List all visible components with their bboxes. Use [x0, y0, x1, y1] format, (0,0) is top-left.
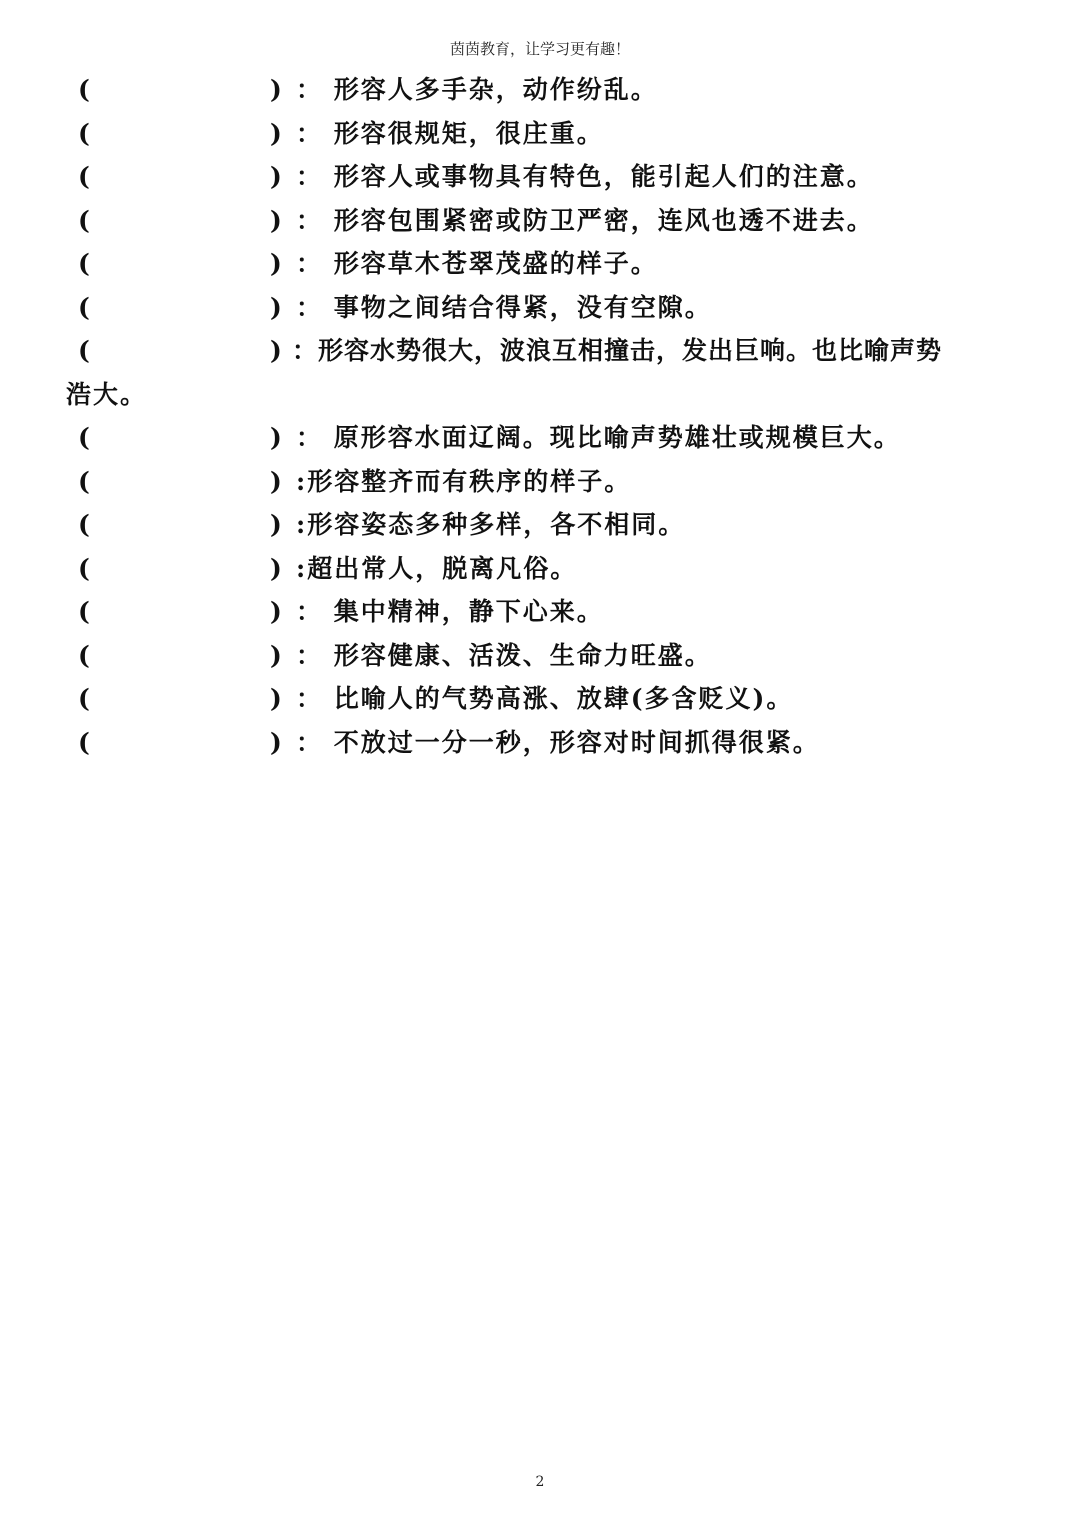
definition-text: ：形容水势很大，波浪互相撞击，发出巨响。也比喻声势: [292, 336, 943, 365]
list-item: [0, 547, 1080, 591]
list-item: [0, 112, 1080, 156]
open-paren: (: [78, 162, 90, 191]
open-paren: (: [78, 423, 90, 452]
idiom-definition-list: [0, 68, 1080, 764]
definition-text: ： 不放过一分一秒，形容对时间抓得很紧。: [296, 727, 820, 757]
definition-text: ： 事物之间结合得紧，没有空隙。: [296, 292, 712, 322]
list-item: [0, 155, 1080, 199]
list-item: [0, 634, 1080, 678]
open-paren: (: [78, 510, 90, 539]
close-paren: ): [270, 640, 282, 670]
open-paren: (: [78, 205, 90, 235]
definition-text: ： 集中精神，静下心来。: [296, 597, 604, 626]
open-paren: (: [78, 75, 90, 104]
close-paren: ): [270, 118, 282, 148]
definition-text: :形容整齐而有秩序的样子。: [296, 466, 632, 496]
open-paren: (: [78, 553, 90, 583]
list-item: [0, 242, 1080, 286]
definition-continuation: 浩大。: [66, 379, 148, 409]
list-item: [0, 503, 1080, 547]
close-paren: ): [270, 162, 282, 191]
definition-text: ： 形容人多手杂，动作纷乱。: [296, 75, 658, 104]
close-paren: ): [270, 727, 282, 757]
definition-text: ： 形容包围紧密或防卫严密，连风也透不进去。: [296, 205, 874, 235]
list-item: [0, 460, 1080, 504]
close-paren: ): [270, 684, 282, 713]
open-paren: (: [78, 249, 90, 278]
list-item: [0, 68, 1080, 112]
open-paren: (: [78, 727, 90, 757]
close-paren: ): [270, 423, 282, 452]
close-paren: ): [270, 249, 282, 278]
open-paren: (: [78, 118, 90, 148]
close-paren: ): [270, 292, 282, 322]
list-item: [0, 416, 1080, 460]
close-paren: ): [270, 75, 282, 104]
open-paren: (: [78, 336, 90, 365]
close-paren: ): [270, 510, 282, 539]
open-paren: (: [78, 466, 90, 496]
list-item: [0, 590, 1080, 634]
close-paren: ): [270, 597, 282, 626]
page-header: 茵茵教育，让学习更有趣！: [449, 40, 630, 58]
definition-text: ： 形容健康、活泼、生命力旺盛。: [296, 640, 712, 670]
close-paren: ): [270, 336, 282, 365]
list-item: [0, 286, 1080, 330]
list-item: [0, 677, 1080, 721]
list-item: [0, 199, 1080, 243]
definition-text: :形容姿态多种多样，各不相同。: [296, 510, 686, 539]
open-paren: (: [78, 640, 90, 670]
close-paren: ): [270, 553, 282, 583]
page-number: 2: [535, 1474, 545, 1490]
list-item: [0, 329, 1080, 416]
definition-text: :超出常人，脱离凡俗。: [296, 553, 578, 583]
close-paren: ): [270, 466, 282, 496]
list-item: [0, 721, 1080, 765]
close-paren: ): [270, 205, 282, 235]
definition-text: ： 形容很规矩，很庄重。: [296, 118, 604, 148]
definition-text: ： 形容草木苍翠茂盛的样子。: [296, 249, 658, 278]
open-paren: (: [78, 597, 90, 626]
definition-text: ： 比喻人的气势高涨、放肆(多含贬义)。: [296, 684, 794, 713]
open-paren: (: [78, 292, 90, 322]
definition-text: ： 形容人或事物具有特色，能引起人们的注意。: [296, 162, 874, 191]
definition-text: ： 原形容水面辽阔。现比喻声势雄壮或规模巨大。: [296, 423, 901, 452]
open-paren: (: [78, 684, 90, 713]
